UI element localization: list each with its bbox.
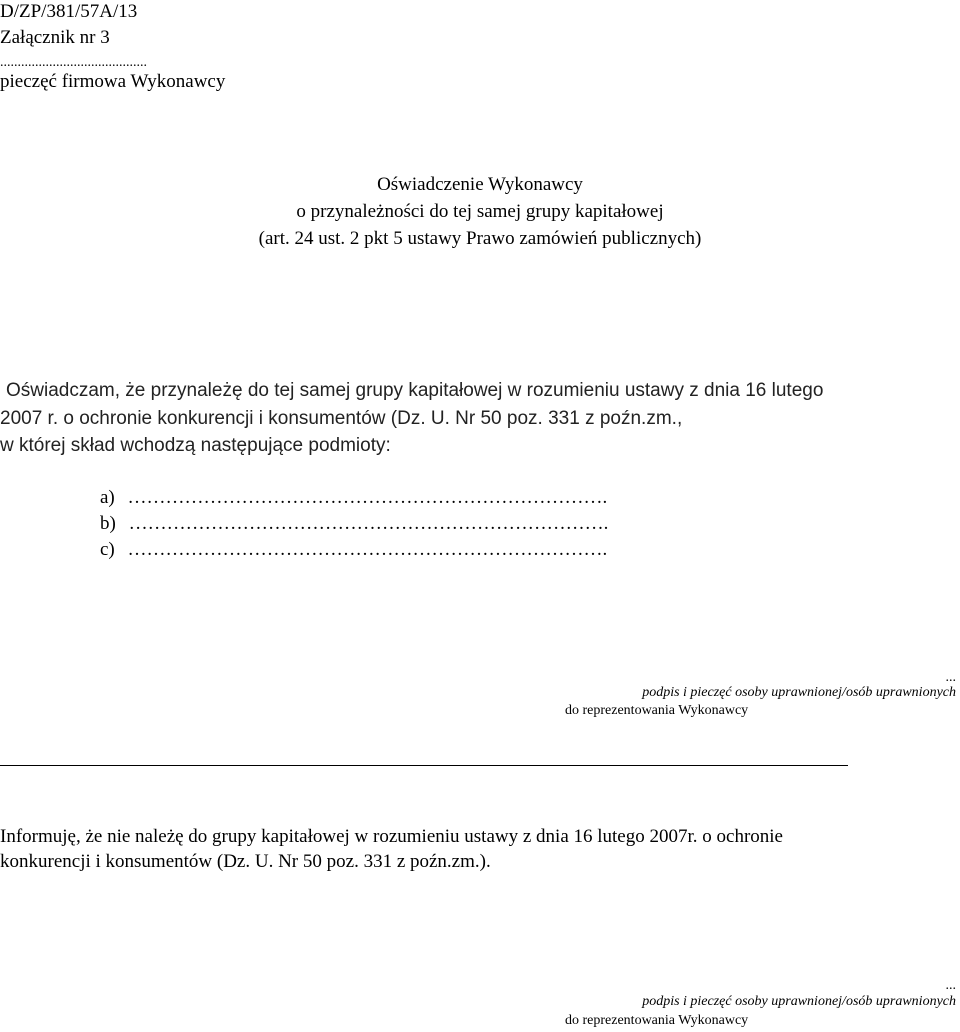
entity-blank-line: …………………………………………………………………. — [128, 513, 609, 534]
non-membership-line-2: konkurencji i konsumentów (Dz. U. Nr 50 poz. 331 z poźn.zm.). — [0, 851, 491, 872]
entity-item-a — [100, 487, 607, 509]
document-title: Oświadczenie Wykonawcy — [377, 174, 583, 195]
legal-basis: (art. 24 ust. 2 pkt 5 ustawy Prawo zamówień publicznych) — [258, 228, 702, 249]
document-subtitle: o przynależności do tej samej grupy kapitałowej — [296, 201, 664, 222]
entity-blank-line: …………………………………………………………………. — [127, 539, 608, 560]
signature-dots: ... — [945, 978, 956, 993]
document-reference: D/ZP/381/57A/13 — [0, 1, 138, 22]
entity-item-c — [100, 539, 607, 561]
signature-caption-continued: do reprezentowania Wykonawcy — [565, 1013, 749, 1028]
entity-item-b — [100, 513, 608, 535]
statement-line-2: 2007 r. o ochronie konkurencji i konsumentów (Dz. U. Nr 50 poz. 331 z poźn.zm., — [0, 408, 683, 429]
signature-caption: podpis i pieczęć osoby uprawnionej/osób uprawnionych — [642, 685, 956, 700]
attachment-number: Załącznik nr 3 — [0, 27, 110, 48]
statement-line-3: w której skład wchodzą następujące podmioty: — [0, 435, 391, 456]
entity-label: a) — [100, 487, 115, 508]
signature-caption-continued: do reprezentowania Wykonawcy — [565, 703, 749, 718]
stamp-dots: .......................................... — [0, 55, 147, 70]
statement-line-1: Oświadczam, że przynależę do tej samej grupy kapitałowej w rozumieniu ustawy z dnia 16 lutego — [6, 380, 824, 401]
stamp-label: pieczęć firmowa Wykonawcy — [0, 71, 226, 92]
signature-caption: podpis i pieczęć osoby uprawnionej/osób uprawnionych — [642, 994, 956, 1009]
entity-label: c) — [100, 539, 115, 560]
signature-dots: ... — [945, 670, 956, 685]
entity-label: b) — [100, 513, 116, 534]
non-membership-line-1: Informuję, że nie należę do grupy kapitałowej w rozumieniu ustawy z dnia 16 lutego 2007r. o ochronie — [0, 826, 783, 847]
section-divider — [0, 765, 848, 766]
entity-blank-line: …………………………………………………………………. — [127, 487, 608, 508]
